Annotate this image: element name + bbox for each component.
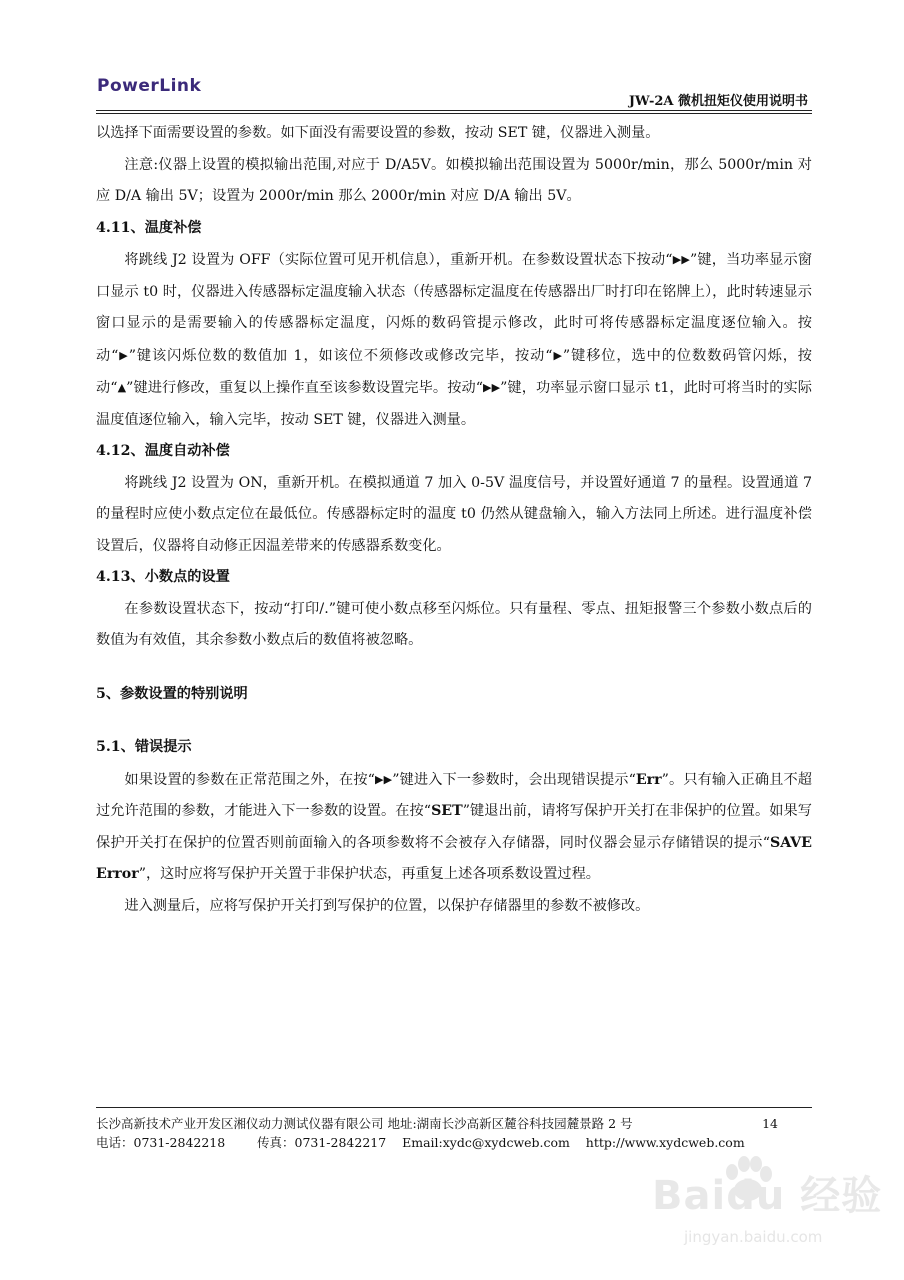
paragraph-4-12: 将跳线 J2 设置为 ON，重新开机。在模拟通道 7 加入 0-5V 温度信号，并设置好通道 7 的量程。设置通道 7 的量程时应使小数点定位在最低位。传感器标定时的温度 t0 仍然从键盘输入，输入方法同上所述。进行温度补偿设置后，仪器将自动修正因温差带来的传感器系数变化。 <box>96 474 812 554</box>
heading-5-1: 5.1、错误提示 <box>96 739 192 755</box>
baidu-watermark <box>640 1150 890 1260</box>
err-label: Err <box>635 771 662 788</box>
save-error-label: SAVE Error <box>96 834 812 882</box>
watermark-url: jingyan.baidu.com <box>684 1228 823 1246</box>
up-arrow-icon: ▲ <box>117 381 127 394</box>
page-body <box>96 118 812 922</box>
page-footer <box>96 1114 812 1152</box>
header-divider <box>96 110 812 114</box>
heading-4-11: 4.11、温度补偿 <box>96 219 202 236</box>
paragraph-4-11: 将跳线 J2 设置为 OFF（实际位置可见开机信息），重新开机。在参数设置状态下按动“▶▶”键，当功率显示窗口显示 t0 时，仪器进入传感器标定温度输入状态（传感器标定温度在传感器出厂时打印在铭牌上），此时转速显示窗口显示的是需要输入的传感器标定温度，闪烁的数码管提示修改，此时可将传感器标定温度逐位输入。按动“▶”键该闪烁位数的数值加 1，如该位不须修改或修改完毕，按动“▶”键移位，选中的位数数码管闪烁，按动“▲”键进行修改，重复以上操作直至该参数设置完毕。按动“▶▶”键，功率显示窗口显示 t1，此时可将当时的实际温度值逐位输入，输入完毕，按动 SET 键，仪器进入测量。 <box>96 252 813 428</box>
document-title: JW-2A 微机扭矩仪使用说明书 <box>628 94 808 109</box>
set-key-label: SET <box>431 803 463 819</box>
heading-4-12: 4.12、温度自动补偿 <box>96 443 230 459</box>
right-arrow-icon: ▶ <box>552 348 563 362</box>
double-right-arrow-icon: ▶▶ <box>482 381 501 394</box>
footer-divider <box>96 1107 812 1108</box>
page-number: 14 <box>762 1116 778 1131</box>
right-arrow-icon: ▶ <box>118 348 129 362</box>
footer-company-address: 长沙高新技术产业开发区湘仪动力测试仪器有限公司 地址:湖南长沙高新区麓谷科技园麓景路 2 号 <box>96 1116 633 1131</box>
svg-text:PowerLink: PowerLink <box>97 76 202 96</box>
paragraph-5-1-followup: 进入测量后，应将写保护开关打到写保护的位置，以保护存储器里的参数不被修改。 <box>124 897 650 914</box>
heading-4-13: 4.13、小数点的设置 <box>96 569 230 585</box>
note-paragraph: 注意:仪器上设置的模拟输出范围,对应于 D/A5V。如模拟输出范围设置为 5000r/min，那么 5000r/min 对应 D/A 输出 5V；设置为 2000r/min 那么 2000r/min 对应 D/A 输出 5V。 <box>96 156 812 204</box>
double-right-arrow-icon: ▶▶ <box>374 772 393 786</box>
intro-paragraph: 以选择下面需要设置的参数。如下面没有需要设置的参数，按动 SET 键，仪器进入测量。 <box>96 125 660 141</box>
paragraph-4-13: 在参数设置状态下，按动“打印/.”键可使小数点移至闪烁位。只有量程、零点、扭矩报警三个参数小数点后的数值为有效值，其余参数小数点后的数值将被忽略。 <box>96 600 812 648</box>
paragraph-5-1: 如果设置的参数在正常范围之外，在按“▶▶”键进入下一参数时，会出现错误提示“Err”。只有输入正确且不超过允许范围的参数，才能进入下一参数的设置。在按“SET”键退出前，请将写保护开关打在非保护的位置。如果写保护开关打在保护的位置否则前面输入的各项参数将不会被存入存储器，同时仪器会显示存储错误的提示“SAVE Error”，这时应将写保护开关置于非保护状态，再重复上述各项系数设置过程。 <box>96 771 812 882</box>
logo-graphic <box>97 74 242 96</box>
watermark-brand: Baidu 经验 <box>652 1173 883 1219</box>
double-right-arrow-icon: ▶▶ <box>672 253 690 266</box>
heading-5: 5、参数设置的特别说明 <box>96 685 248 702</box>
footer-contact: 电话：0731-2842218 传真：0731-2842217 Email:xydc@xydcweb.com http://www.xydcweb.com <box>96 1135 745 1150</box>
